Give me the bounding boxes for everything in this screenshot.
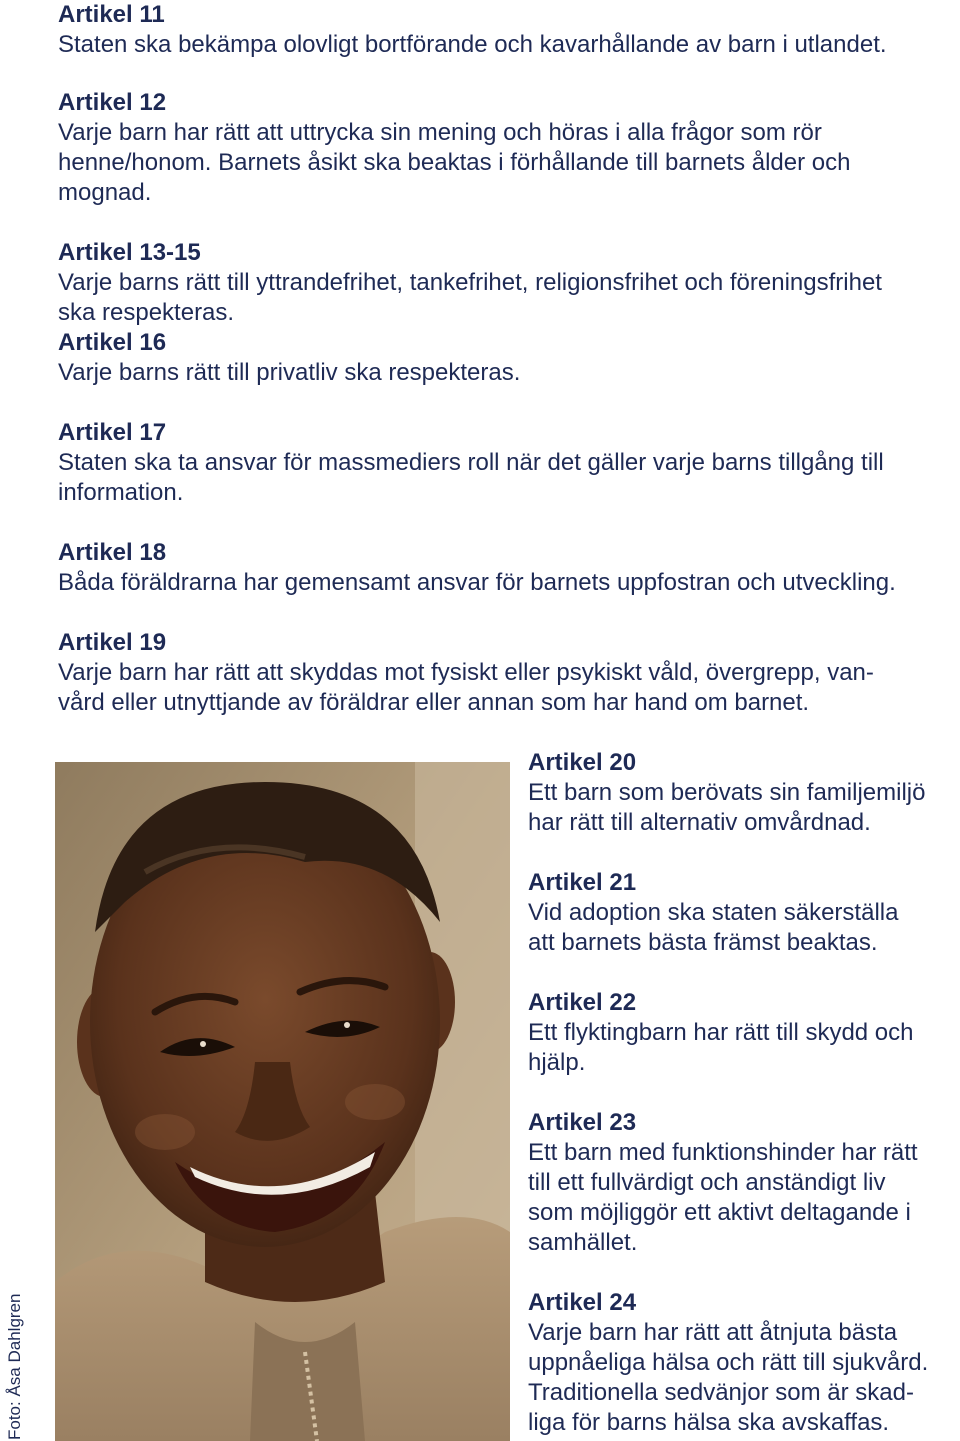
article-24 (528, 1288, 958, 1438)
article-text-line: Varje barns rätt till privatliv ska respekteras. (58, 359, 521, 386)
article-19 (58, 628, 960, 718)
article-title: Artikel 20 (528, 749, 637, 776)
article-text-line: henne/honom. Barnets åsikt ska beaktas i förhållande till barnets ålder och (58, 149, 851, 176)
smiling-child-image (55, 762, 510, 1441)
article-title: Artikel 19 (58, 629, 167, 656)
article-text-line: Båda föräldrarna har gemensamt ansvar för barnets uppfostran och utveckling. (58, 569, 896, 596)
article-text-line: Varje barn har rätt att skyddas mot fysiskt eller psykiskt våld, övergrepp, van- (58, 659, 874, 686)
article-text-line: vård eller utnyttjande av föräldrar eller annan som har hand om barnet. (58, 689, 810, 716)
article-text-line: Ett barn som berövats sin familjemiljö (528, 779, 926, 806)
photo-credit: Foto: Åsa Dahlgren (5, 1293, 24, 1440)
article-text-line: ska respekteras. (58, 299, 235, 326)
article-text-line: hjälp. (528, 1049, 586, 1076)
article-title: Artikel 21 (528, 869, 637, 896)
article-text-line: samhället. (528, 1229, 638, 1256)
article-text-line: Varje barn har rätt att åtnjuta bästa (528, 1319, 898, 1346)
article-title: Artikel 11 (58, 1, 165, 28)
article-text-line: Varje barn har rätt att uttrycka sin mening och höras i alla frågor som rör (58, 119, 822, 146)
article-23 (528, 1108, 958, 1258)
article-text-line: Ett barn med funktionshinder har rätt (528, 1139, 918, 1166)
article-title: Artikel 13-15 (58, 239, 201, 266)
article-title: Artikel 16 (58, 329, 167, 356)
article-12 (58, 88, 960, 208)
article-18 (58, 538, 960, 598)
article-title: Artikel 18 (58, 539, 167, 566)
article-title: Artikel 22 (528, 989, 637, 1016)
article-text-line: Vid adoption ska staten säkerställa (528, 899, 899, 926)
article-20 (528, 748, 958, 838)
article-text-line: Traditionella sedvänjor som är skad- (528, 1379, 914, 1406)
article-11 (58, 0, 960, 60)
article-title: Artikel 12 (58, 89, 167, 116)
article-text-line: som möjliggör ett aktivt deltagande i (528, 1199, 911, 1226)
article-22 (528, 988, 958, 1078)
article-title: Artikel 17 (58, 419, 167, 446)
article-text-line: liga för barns hälsa ska avskaffas. (528, 1409, 890, 1436)
article-text-line: Ett flyktingbarn har rätt till skydd och (528, 1019, 914, 1046)
article-title: Artikel 23 (528, 1109, 637, 1136)
article-text-line: uppnåeliga hälsa och rätt till sjukvård. (528, 1349, 929, 1376)
article-text-line: Staten ska bekämpa olovligt bortförande och kavarhållande av barn i utlandet. (58, 31, 887, 58)
article-17 (58, 418, 960, 508)
article-text-line: information. (58, 479, 184, 506)
article-16 (58, 328, 960, 388)
article-text-line: att barnets bästa främst beaktas. (528, 929, 878, 956)
child-photo (55, 762, 510, 1441)
article-13-15 (58, 238, 960, 328)
article-title: Artikel 24 (528, 1289, 637, 1316)
article-text-line: mognad. (58, 179, 152, 206)
article-21 (528, 868, 958, 958)
article-text-line: har rätt till alternativ omvårdnad. (528, 809, 871, 836)
article-text-line: Staten ska ta ansvar för massmediers roll när det gäller varje barns tillgång till (58, 449, 884, 476)
article-text-line: Varje barns rätt till yttrandefrihet, tankefrihet, religionsfrihet och föreningsfrihet (58, 269, 882, 296)
article-text-line: till ett fullvärdigt och anständigt liv (528, 1169, 886, 1196)
